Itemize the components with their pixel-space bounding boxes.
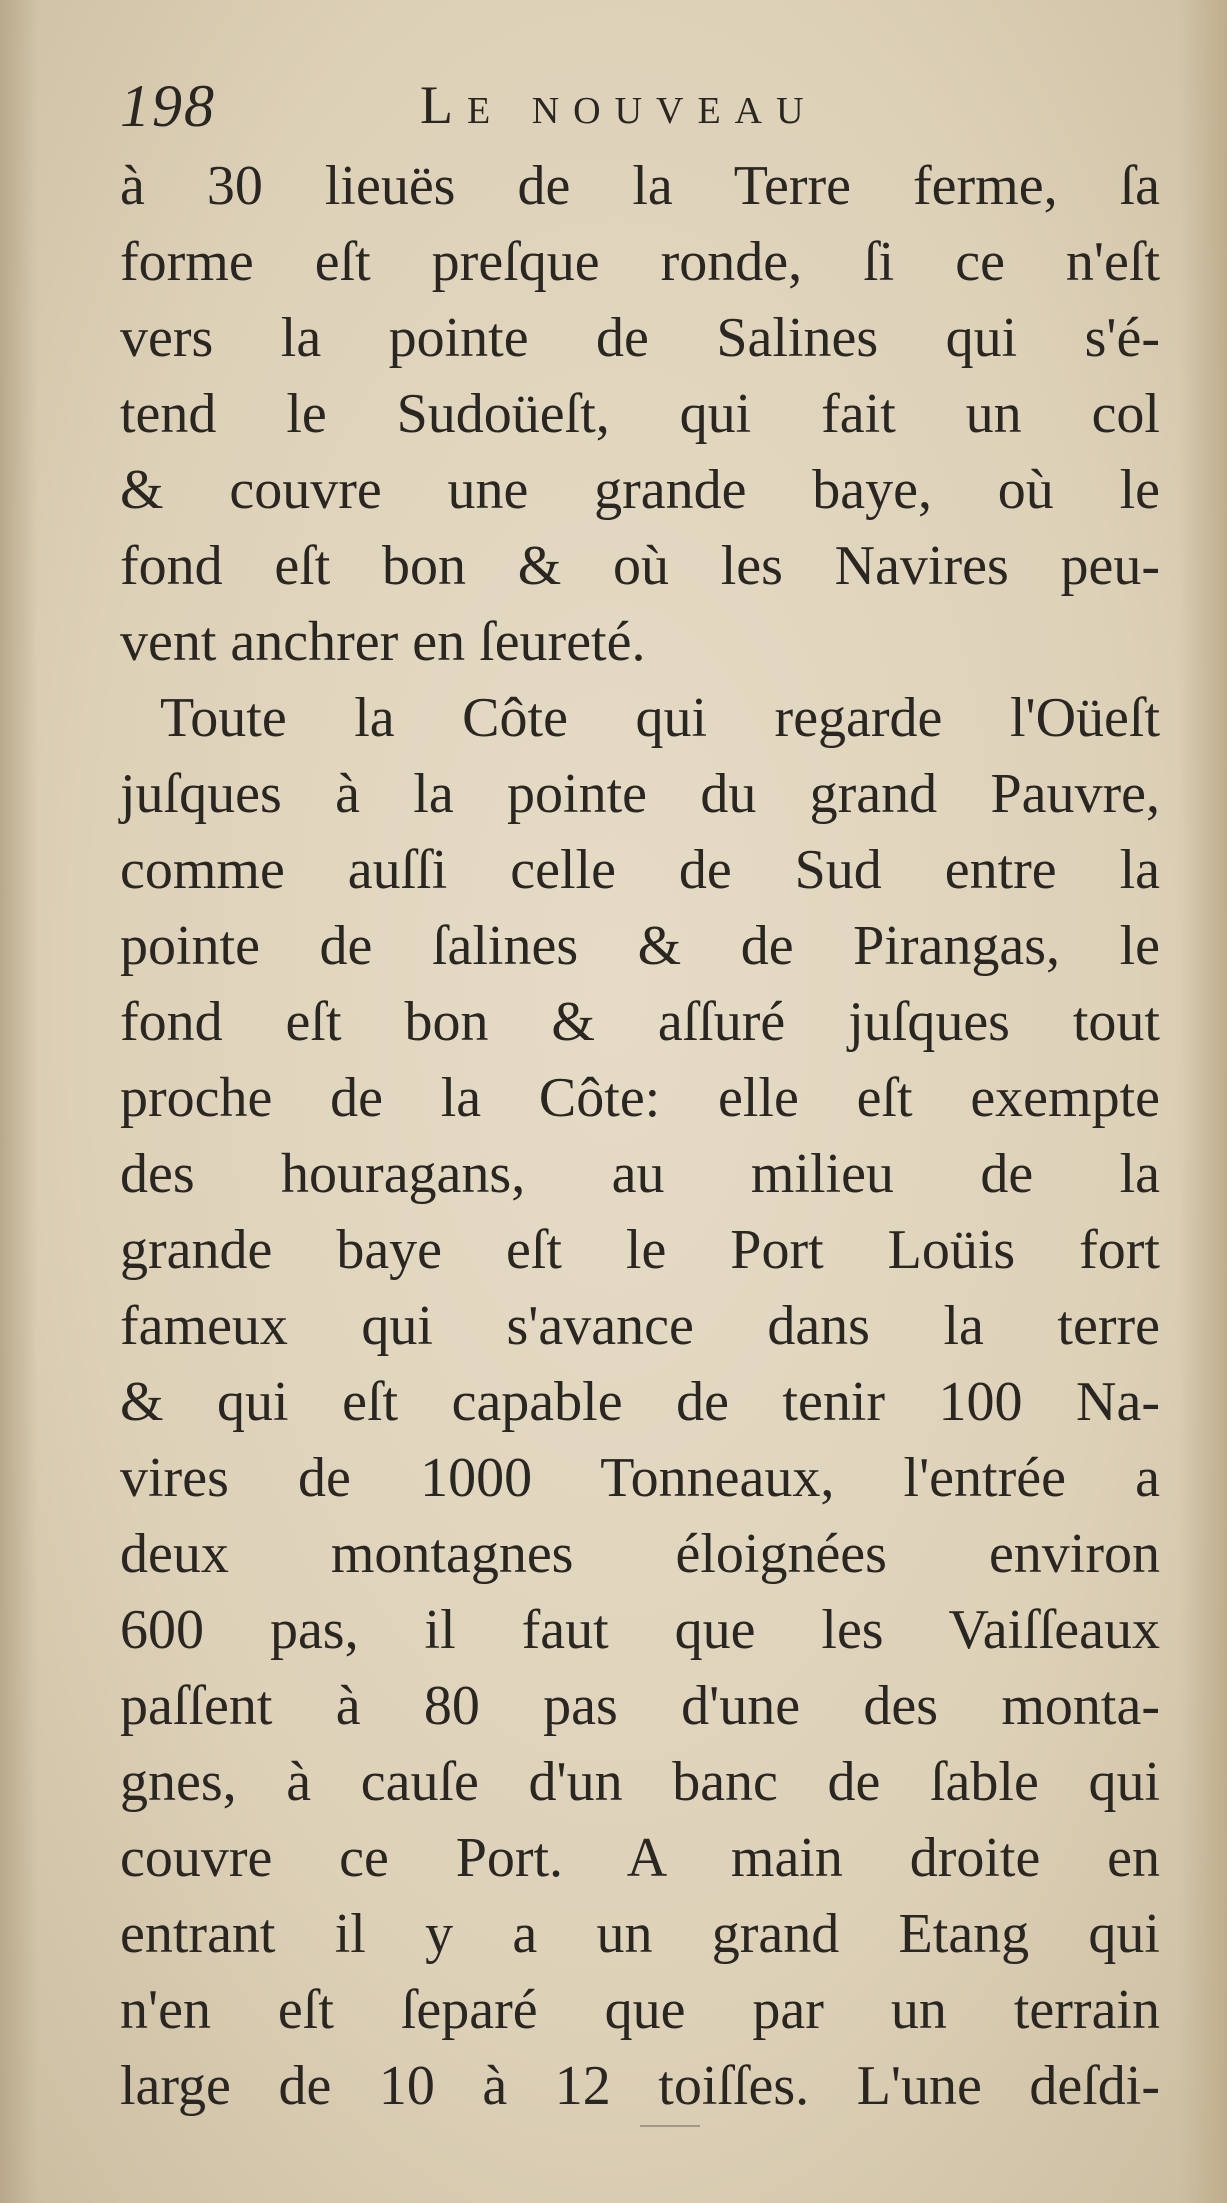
page-number: 198 — [120, 73, 216, 139]
text-line: pointe de ſalines & de Pirangas, le — [120, 915, 1160, 977]
body-text — [120, 148, 1160, 2124]
running-head: Le nouveau — [420, 75, 818, 135]
text-line: fond eſt bon & où les Navires peu- — [120, 535, 1160, 597]
text-line: à 30 lieuës de la Terre ferme, ſa — [120, 155, 1160, 217]
text-line: couvre ce Port. A main droite en — [120, 1827, 1160, 1889]
text-line: & qui eſt capable de tenir 100 Na- — [120, 1371, 1160, 1433]
text-line: entrant il y a un grand Etang qui — [120, 1903, 1160, 1965]
text-line: & couvre une grande baye, où le — [120, 459, 1160, 521]
page-edge-shadow-right — [1179, 0, 1227, 2203]
text-line: forme eſt preſque ronde, ſi ce n'eſt — [120, 231, 1160, 293]
text-line: large de 10 à 12 toiſſes. L'une deſdi- — [120, 2055, 1160, 2117]
text-line: gnes, à cauſe d'un banc de ſable qui — [120, 1751, 1160, 1813]
bottom-rule-mark — [640, 2125, 700, 2127]
text-line: vers la pointe de Salines qui s'é- — [120, 307, 1160, 369]
text-line: deux montagnes éloignées environ — [120, 1523, 1160, 1585]
text-line: 600 pas, il faut que les Vaiſſeaux — [120, 1599, 1160, 1661]
text-line: n'en eſt ſeparé que par un terrain — [120, 1979, 1160, 2041]
text-line: Toute la Côte qui regarde l'Oüeſt — [160, 687, 1160, 749]
text-line: paſſent à 80 pas d'une des monta- — [120, 1675, 1160, 1737]
text-line: vires de 1000 Tonneaux, l'entrée a — [120, 1447, 1160, 1509]
text-line: comme auſſi celle de Sud entre la — [120, 839, 1160, 901]
text-line: juſques à la pointe du grand Pauvre, — [120, 763, 1160, 825]
text-line: fond eſt bon & aſſuré juſques tout — [120, 991, 1160, 1053]
page-edge-shadow-left — [0, 0, 38, 2203]
text-line: grande baye eſt le Port Loüis fort — [120, 1219, 1160, 1281]
text-line: tend le Sudoüeſt, qui fait un col — [120, 383, 1160, 445]
text-line: fameux qui s'avance dans la terre — [120, 1295, 1160, 1357]
text-line: vent anchrer en ſeureté. — [120, 611, 646, 673]
page-header — [120, 72, 1120, 152]
text-line: des houragans, au milieu de la — [120, 1143, 1160, 1205]
text-line: proche de la Côte: elle eſt exempte — [120, 1067, 1160, 1129]
